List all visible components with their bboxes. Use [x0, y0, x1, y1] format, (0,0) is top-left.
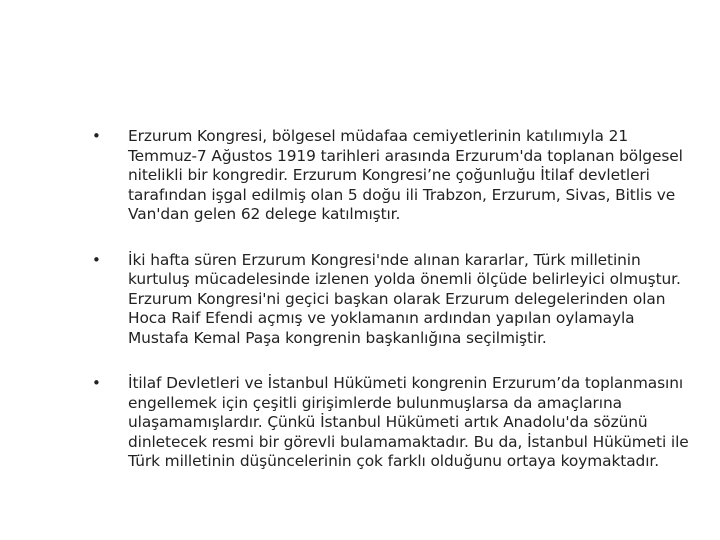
bullet-marker: •: [92, 127, 101, 145]
bullet-item-2: [92, 251, 692, 349]
bullet-item-1: [92, 127, 692, 225]
bullet-item-3: [92, 374, 692, 472]
bullet-text: İki hafta süren Erzurum Kongresi'nde alınan kararlar, Türk milletinin kurtuluş mücadelesinde izlenen yolda önemli ölçüde belirleyici olmuştur. Erzurum Kongresi'ni geçici başkan olarak Erzurum delegelerinden olan Hoca Raif Efendi açmış ve yoklamanın ardından yapılan oylamayla Mustafa Kemal Paşa kongrenin başkanlığına seçilmiştir.: [128, 250, 681, 347]
bullet-marker: •: [92, 374, 101, 392]
bullet-text: İtilaf Devletleri ve İstanbul Hükümeti kongrenin Erzurum’da toplanmasını engellemek için çeşitli girişimlerde bulunmuşlarsa da amaçlarına ulaşamamışlardır. Çünkü İstanbul Hükümeti artık Anadolu'da sözünü dinletecek resmi bir görevli bulamamaktadır. Bu da, İstanbul Hükümeti ile Türk milletinin düşüncelerinin çok farklı olduğunu ortaya koymaktadır.: [128, 374, 689, 470]
bullet-text: Erzurum Kongresi, bölgesel müdafaa cemiyetlerinin katılımıyla 21 Temmuz-7 Ağustos 1919 tarihleri arasında Erzurum'da toplanan bölgesel nitelikli bir kongredir. Erzurum Kongresi’ne çoğunluğu İtilaf devletleri tarafından işgal edilmiş olan 5 doğu ili Trabzon, Erzurum, Sivas, Bitlis ve Van'dan gelen 62 delege katılmıştır.: [128, 127, 683, 223]
bullet-marker: •: [92, 250, 101, 269]
bullet-list: [92, 127, 692, 472]
